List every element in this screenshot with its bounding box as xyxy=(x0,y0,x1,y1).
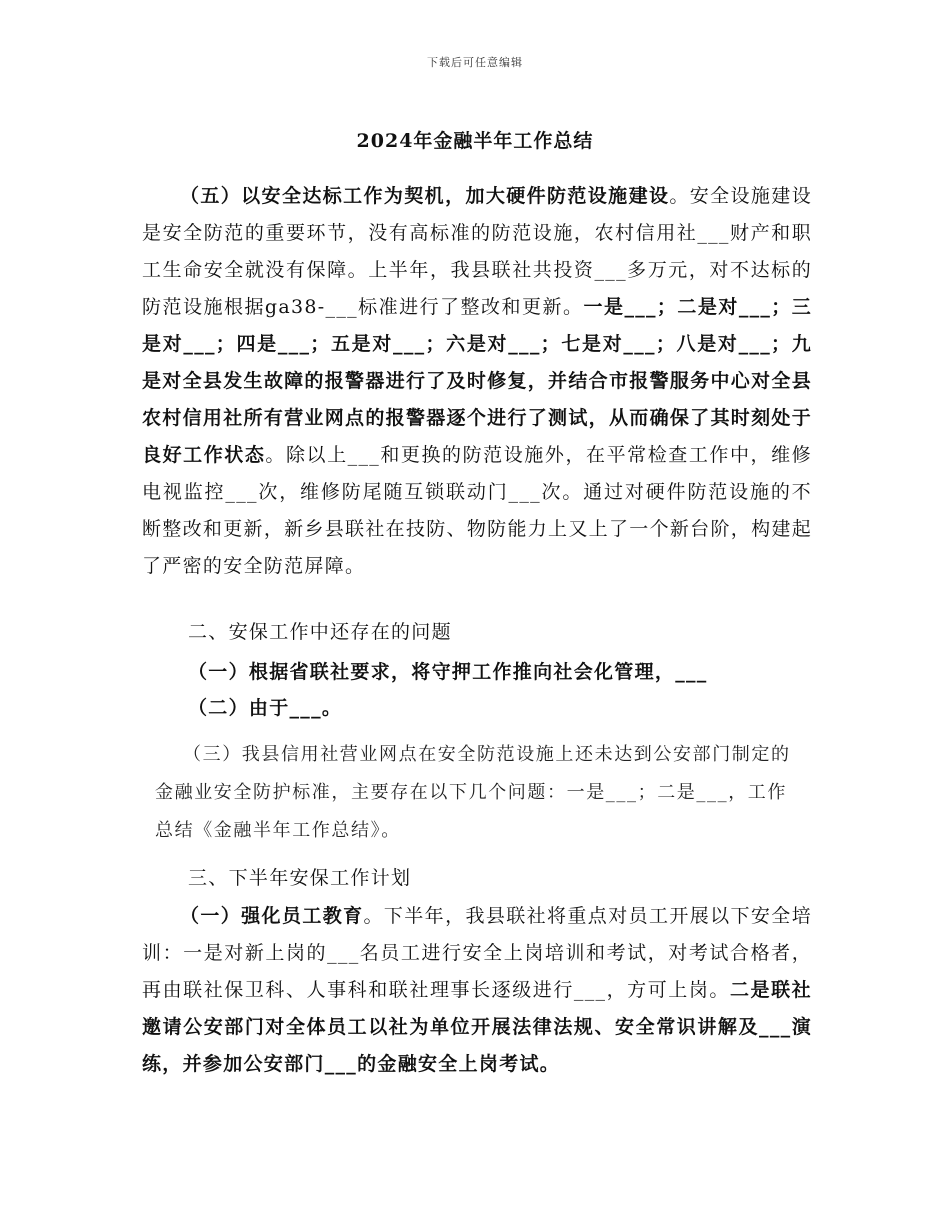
section-5-text-2: 。除以上___和更换的防范设施外，在平常检查工作中，维修电视监控___次，维修防尾随互锁联动门___次。通过对硬件防范设施的不断整改和更新，新乡县联社在技防、物防能力上又上了一个新台阶，构建起了严密的安全防范屏障。 xyxy=(142,444,812,577)
header-note: 下载后可任意编辑 xyxy=(427,56,523,69)
part-3-item-1-heading: （一）强化员工教育 xyxy=(180,905,364,927)
document-title: 2024年金融半年工作总结 xyxy=(356,130,594,152)
part-3-bold-text: 二是联社邀请公安部门对全体员工以社为单位开展法律法规、安全常识讲解及___演练，并参加公安部门___的金融安全上岗考试。 xyxy=(142,979,812,1075)
part-2-item-2: （二）由于___。 xyxy=(188,697,343,719)
section-5-text-1: 。安全设施建设是安全防范的重要环节，没有高标准的防范设施，农村信用社___财产和职工生命安全就没有保障。上半年，我县联社共投资___多万元，对不达标的防范设施根据ga38-___标准进行了整改和更新。 xyxy=(142,185,812,318)
part-3-paragraph xyxy=(142,898,812,1083)
section-5-paragraph xyxy=(142,178,812,585)
section-5-heading: （五）以安全达标工作为契机，加大硬件防范设施建设 xyxy=(180,185,670,207)
part-3-heading: 三、下半年安保工作计划 xyxy=(188,867,412,889)
section-5-bold-list: 一是___；二是对___；三是对___；四是___；五是对___；六是对___；七是对___；八是对___；九是对全县发生故障的报警器进行了及时修复，并结合市报警服务中心对全县农村信用社所有营业网点的报警器逐个进行了测试，从而确保了其时刻处于良好工作状态 xyxy=(142,296,813,466)
part-3-text-1: 。下半年，我县联社将重点对员工开展以下安全培训：一是对新上岗的___名员工进行安全上岗培训和考试，对考试合格者，再由联社保卫科、人事科和联社理事长逐级进行___，方可上岗。 xyxy=(142,905,812,1001)
part-2-item-3: （三）我县信用社营业网点在安全防范设施上还未达到公安部门制定的金融业安全防护标准，主要存在以下几个问题：一是___；二是___，工作总结《金融半年工作总结》。 xyxy=(155,744,791,841)
part-2-item-1: （一）根据省联社要求，将守押工作推向社会化管理，___ xyxy=(188,661,708,683)
part-2-heading: 二、安保工作中还存在的问题 xyxy=(188,621,452,643)
